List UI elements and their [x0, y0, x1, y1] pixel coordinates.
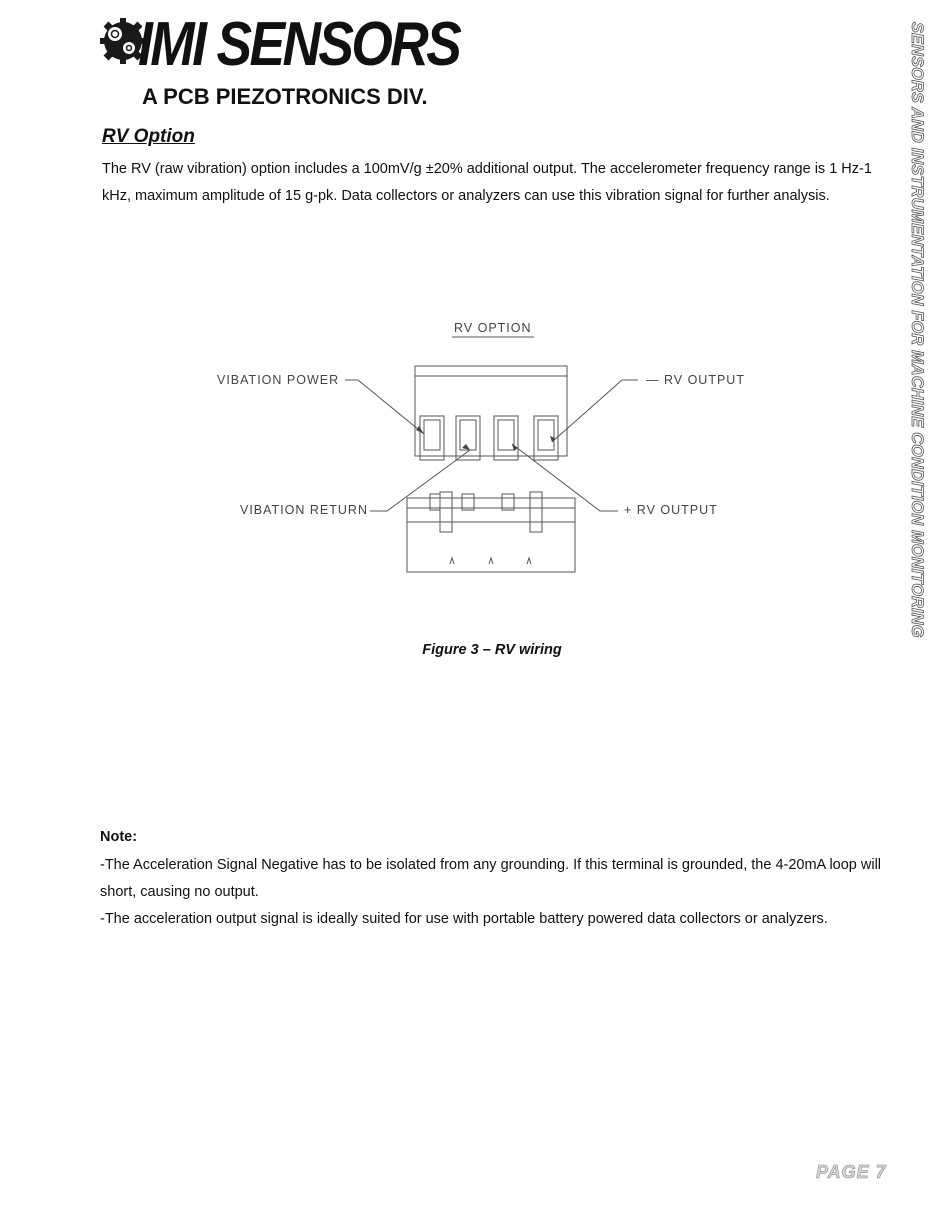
diagram-title: RV OPTION: [454, 321, 532, 335]
company-logo: [100, 12, 470, 112]
rv-output-negative-label: — RV OUTPUT: [646, 373, 745, 387]
terminal-block-drawing: [200, 312, 780, 582]
section-body: The RV (raw vibration) option includes a 100mV/g ±20% additional output. The accelerometer frequency range is 1 Hz-1 kHz, maximum amplitude of 15 g-pk. Data collectors or analyzers can use this vibration signal for further analysis.: [102, 161, 872, 204]
figure-caption: Figure 3 – RV wiring: [422, 642, 562, 658]
vibration-return-label: VIBATION RETURN: [240, 503, 368, 517]
brand-wordmark: IMI SENSORS: [138, 10, 460, 79]
note-title: Note:: [100, 829, 138, 845]
division-tagline: A PCB PIEZOTRONICS DIV.: [142, 84, 428, 109]
page-number: PAGE 7: [816, 1162, 887, 1182]
vibration-power-label: VIBATION POWER: [217, 373, 340, 387]
side-banner: SENSORS AND INSTRUMENTATION FOR MACHINE CONDITION MONITORING: [908, 22, 926, 638]
note-line: -The Acceleration Signal Negative has to be isolated from any grounding. If this terminal is grounded, the 4-20mA loop will short, causing no output.: [100, 857, 882, 900]
note-line: -The acceleration output signal is ideally suited for use with portable battery powered data collectors or analyzers.: [100, 911, 828, 927]
rv-output-positive-label: + RV OUTPUT: [624, 503, 718, 517]
section-title: RV Option: [102, 126, 195, 147]
rv-wiring-diagram: [200, 312, 780, 582]
